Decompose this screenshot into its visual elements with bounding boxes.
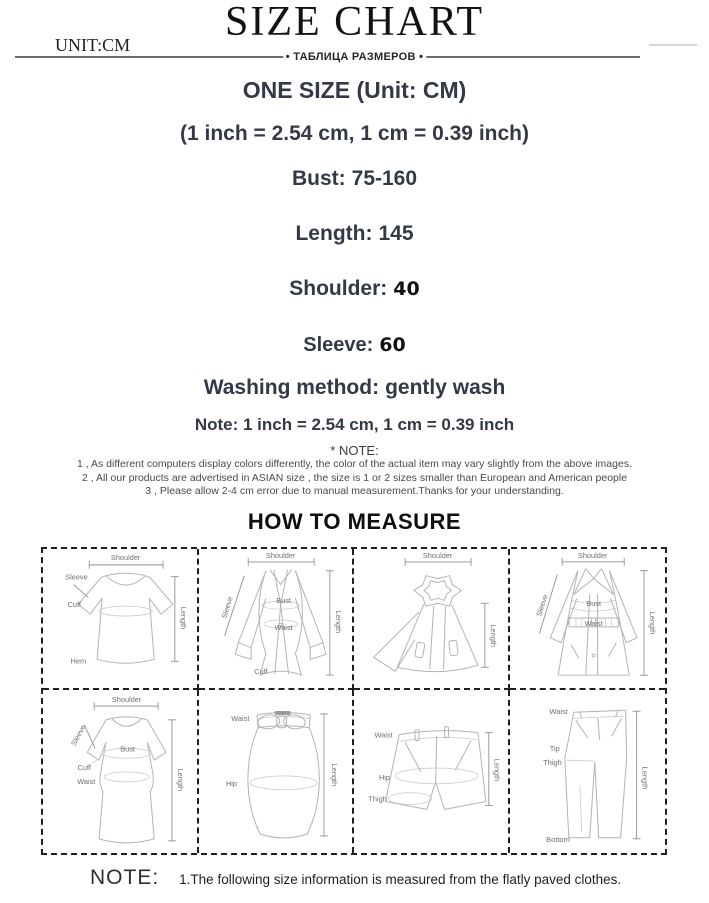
spec-row-washing — [0, 375, 709, 401]
unit-label: UNIT:CM — [55, 35, 131, 55]
shorts-waist-label: Waist — [374, 730, 393, 740]
dress-diagram — [43, 690, 197, 853]
measure-cell-hooded-coat — [354, 549, 510, 690]
length-value: 145 — [378, 222, 414, 245]
blazer-diagram — [199, 549, 353, 688]
length-label: Length: — [295, 222, 373, 245]
spec-row-length — [0, 221, 709, 247]
pants-diagram — [510, 690, 666, 853]
blazer-sleeve-label: Sleeve — [219, 594, 235, 620]
pants-waist-label: Waist — [548, 706, 568, 716]
washing-label: Washing method: — [203, 376, 380, 399]
size-specs — [0, 76, 709, 435]
blazer-waist-label: Waist — [274, 622, 293, 632]
sleeve-value: 60 — [379, 334, 406, 356]
measure-cell-pants — [510, 690, 666, 853]
spec-row-shoulder — [0, 276, 709, 302]
shoulder-value: 40 — [393, 278, 420, 300]
measure-cell-tshirt — [43, 549, 199, 690]
one-size-title: ONE SIZE (Unit: CM) — [242, 77, 467, 103]
pants-thigh-label: Thigh — [542, 757, 562, 767]
skirt-waist-label: Waist — [230, 713, 249, 723]
footer-note-label: NOTE: — [90, 865, 160, 889]
measure-cell-skirt — [199, 690, 355, 853]
trench-waist-label: Waist — [584, 618, 603, 628]
measure-cell-blazer — [199, 549, 355, 690]
hooded-coat-shoulder-label: Shoulder — [422, 550, 453, 560]
shorts-hip-label: Hip — [378, 772, 391, 782]
washing-value: gently wash — [385, 376, 506, 399]
header — [0, 0, 709, 62]
measure-diagram-grid — [41, 547, 667, 855]
blazer-length-label: Length — [333, 610, 343, 633]
dress-sleeve-label: Sleeve — [68, 722, 88, 747]
tshirt-diagram — [43, 549, 197, 688]
notes-title: * NOTE: — [330, 443, 379, 458]
trench-shoulder-label: Shoulder — [577, 550, 607, 560]
tshirt-hem-label: Hem — [70, 655, 87, 665]
dress-bust-label: Bust — [120, 743, 135, 753]
measure-cell-trench-coat — [510, 549, 666, 690]
sleeve-label: Sleeve: — [303, 334, 374, 356]
tshirt-cuff-label: Cuff — [67, 599, 81, 609]
dress-shoulder-label: Shoulder — [111, 694, 142, 704]
dress-waist-label: Waist — [77, 776, 96, 786]
tshirt-sleeve-label: Sleeve — [65, 572, 88, 582]
shorts-thigh-label: Thigh — [368, 794, 387, 804]
notes-block — [0, 444, 709, 499]
blazer-cuff-label: Cuff — [253, 666, 268, 676]
trench-sleeve-label: Sleeve — [533, 592, 550, 618]
spec-row-bust — [0, 166, 709, 192]
shorts-diagram — [354, 690, 508, 853]
dress-length-label: Length — [175, 768, 185, 791]
pants-length-label: Length — [640, 766, 650, 789]
shorts-length-label: Length — [492, 758, 502, 781]
subtitle-label: • ТАБЛИЦА РАЗМЕРОВ • — [283, 51, 426, 63]
footer-note-text: 1.The following size information is measured from the flatly paved clothes. — [179, 871, 622, 887]
note-item-1: 1 , As different computers display colors differently, the color of the actual item may vary slightly from the above images. — [76, 458, 632, 470]
bust-value: 75-160 — [351, 167, 418, 190]
skirt-hip-label: Hip — [225, 778, 237, 788]
footer-note — [90, 866, 709, 890]
blazer-bust-label: Bust — [275, 595, 291, 605]
pants-bottom-label: Bottom — [545, 834, 570, 844]
trench-length-label: Length — [647, 611, 657, 634]
pants-tip-label: Tip — [549, 743, 560, 753]
skirt-diagram — [199, 690, 353, 853]
measure-cell-shorts — [354, 690, 510, 853]
dress-cuff-label: Cuff — [77, 762, 92, 772]
bust-label: Bust: — [291, 167, 346, 190]
faint-rule-segment — [649, 44, 697, 46]
measure-cell-dress — [43, 690, 199, 853]
shoulder-label: Shoulder: — [289, 277, 388, 300]
tshirt-length-label: Length — [178, 606, 188, 629]
note-item-2: 2 , All our products are advertised in ASIAN size , the size is 1 or 2 sizes smaller than European and American people — [81, 471, 628, 484]
conversion-line: (1 inch = 2.54 cm, 1 cm = 0.39 inch) — [179, 122, 529, 145]
note-item-3: 3 , Please allow 2-4 cm error due to manual measurement.Thanks for your understanding. — [145, 485, 564, 497]
page-title: SIZE CHART — [225, 0, 484, 45]
how-to-measure-title: HOW TO MEASURE — [247, 508, 462, 534]
trench-bust-label: Bust — [585, 598, 601, 608]
blazer-shoulder-label: Shoulder — [265, 550, 295, 560]
inch-note-line: Note: 1 inch = 2.54 cm, 1 cm = 0.39 inch — [194, 415, 515, 434]
hooded-coat-length-label: Length — [488, 623, 498, 647]
tshirt-shoulder-label: Shoulder — [110, 552, 141, 562]
spec-row-sleeve — [0, 332, 709, 358]
hooded-coat-diagram — [354, 549, 508, 688]
skirt-length-label: Length — [329, 763, 339, 786]
trench-coat-diagram — [510, 549, 666, 688]
